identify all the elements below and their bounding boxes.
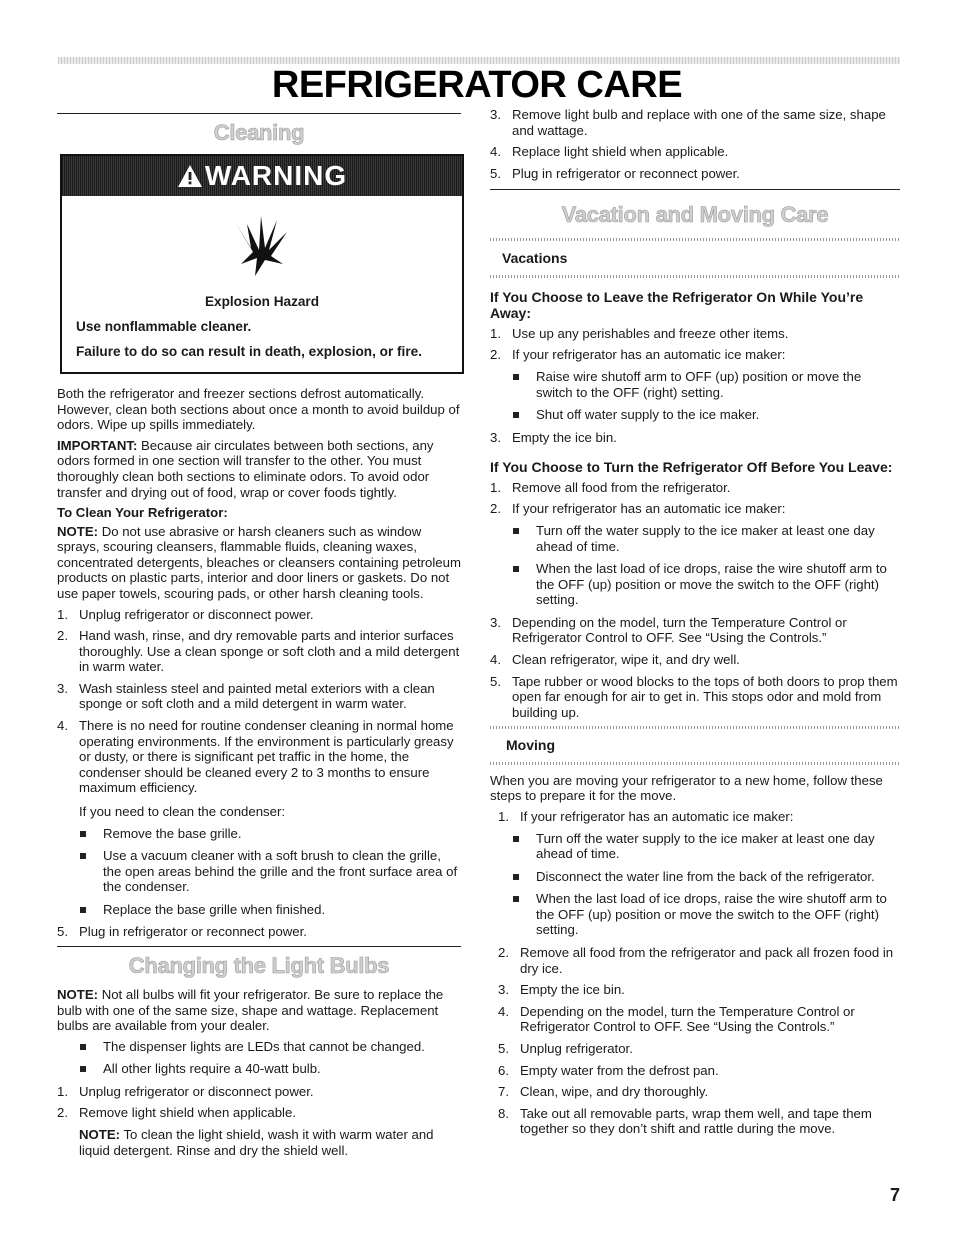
warning-hazard: Explosion Hazard bbox=[204, 293, 320, 309]
list-item bbox=[57, 718, 461, 819]
list-item: Use a vacuum cleaner with a soft brush to clean the grille, the open areas behind the grille and the front surface area of the condenser. bbox=[57, 848, 461, 895]
step-number: 2. bbox=[490, 347, 501, 363]
step-number: 4. bbox=[490, 652, 501, 667]
step-number: 7. bbox=[498, 1084, 509, 1100]
step-number: 2. bbox=[57, 628, 68, 644]
step-number: 3. bbox=[490, 614, 501, 630]
list-item bbox=[498, 1084, 900, 1100]
step-number: 1. bbox=[490, 325, 501, 341]
step-number: 5. bbox=[498, 1040, 509, 1056]
page-number: 7 bbox=[889, 1185, 900, 1205]
leave-on-heading: If You Choose to Leave the Refrigerator On While You’re Away: bbox=[490, 288, 864, 322]
step-text: Remove all food from the refrigerator and pack all frozen food in dry ice. bbox=[520, 945, 894, 976]
step-text: Clean refrigerator, wipe it, and dry well. bbox=[512, 652, 740, 667]
warning-triangle-icon bbox=[177, 164, 203, 188]
list-item bbox=[57, 607, 461, 623]
step-text: Unplug refrigerator or disconnect power. bbox=[79, 1083, 314, 1099]
list-item: Turn off the water supply to the ice maker at least one day ahead of time. bbox=[490, 523, 900, 554]
cleaning-steps-cont bbox=[57, 924, 461, 940]
moving-bullets bbox=[490, 831, 900, 938]
list-item bbox=[490, 480, 900, 496]
list-item bbox=[490, 652, 900, 668]
section-rule bbox=[490, 189, 900, 190]
list-item bbox=[57, 924, 461, 940]
step-number: 1. bbox=[57, 606, 68, 622]
right-column bbox=[490, 107, 900, 1143]
left-column bbox=[57, 113, 461, 1164]
list-item: When the last load of ice drops, raise the wire shutoff arm to the OFF (up) position or move the switch to the OFF (right) setting. bbox=[490, 891, 900, 938]
dotted-divider bbox=[490, 275, 900, 278]
condenser-bullets bbox=[57, 826, 461, 918]
list-item: Raise wire shutoff arm to OFF (up) position or move the switch to the OFF (right) setting. bbox=[490, 369, 900, 400]
list-item bbox=[57, 1105, 461, 1158]
step-number: 5. bbox=[490, 673, 501, 689]
list-item bbox=[498, 1041, 900, 1057]
list-item bbox=[498, 1004, 900, 1035]
condenser-intro: If you need to clean the condenser: bbox=[79, 803, 286, 819]
list-item bbox=[490, 615, 900, 646]
step-text: Replace light shield when applicable. bbox=[512, 144, 729, 160]
step-number: 2. bbox=[57, 1105, 68, 1121]
list-item: Remove the base grille. bbox=[57, 826, 461, 842]
cleaning-intro: Both the refrigerator and freezer sections defrost automatically. However, clean both sections about once a month to avoid buildup of odors. Wipe up spills immediately. bbox=[57, 386, 460, 433]
step-text: If your refrigerator has an automatic ice maker: bbox=[520, 808, 794, 824]
list-item: Turn off the water supply to the ice maker at least one day ahead of time. bbox=[490, 831, 900, 862]
leave-on-bullets bbox=[490, 369, 900, 423]
header-band bbox=[58, 57, 900, 64]
step-text: Hand wash, rinse, and dry removable parts and interior surfaces thoroughly. Use a clean sponge or soft cloth and a mild detergent in warm water. bbox=[79, 628, 460, 675]
step-text: Clean, wipe, and dry thoroughly. bbox=[520, 1084, 709, 1100]
step-number: 2. bbox=[490, 501, 501, 517]
warning-header bbox=[62, 156, 462, 196]
vacation-heading: Vacation and Moving Care bbox=[561, 202, 829, 228]
step-number: 8. bbox=[498, 1105, 509, 1121]
list-item bbox=[498, 1063, 900, 1079]
step-text: Empty the ice bin. bbox=[520, 982, 625, 998]
step-text: Plug in refrigerator or reconnect power. bbox=[79, 924, 307, 940]
warning-line-2: Failure to do so can result in death, explosion, or fire. bbox=[76, 344, 422, 360]
moving-label: Moving bbox=[506, 737, 555, 754]
leave-on-steps-cont bbox=[490, 430, 900, 446]
dotted-divider bbox=[490, 762, 900, 765]
turn-off-bullets bbox=[490, 523, 900, 608]
important-text: Because air circulates between both sections, any odors formed in one section will transfer to the other. You must thoroughly clean both sections to eliminate odors. To avoid odor transfer and drying out of food, wrap or cover foods tightly. bbox=[57, 437, 434, 500]
moving-intro: When you are moving your refrigerator to a new home, follow these steps to prepare it for the move. bbox=[490, 772, 883, 804]
step-text: There is no need for routine condenser cleaning in normal home operating environments. If the environment is particularly greasy or dusty, or there is significant pet traffic in the home, the condenser should be cleaned every 2 to 3 months to ensure maximum efficiency. bbox=[79, 718, 454, 796]
list-item bbox=[498, 945, 900, 976]
step-text: Take out all removable parts, wrap them well, and tape them together so they don’t shift and rattle during the move. bbox=[520, 1105, 872, 1137]
list-item bbox=[490, 430, 900, 446]
note-label: NOTE: bbox=[79, 1126, 121, 1142]
cleaning-note bbox=[57, 524, 461, 602]
explosion-icon bbox=[227, 212, 297, 282]
step-number: 5. bbox=[490, 165, 501, 181]
step-number: 3. bbox=[490, 107, 501, 122]
step-text: Empty the ice bin. bbox=[512, 429, 617, 445]
bulbs-steps-cont bbox=[490, 107, 900, 181]
list-item bbox=[490, 674, 900, 721]
page-title: REFRIGERATOR CARE bbox=[271, 64, 683, 106]
note-text: To clean the light shield, wash it with warm water and liquid detergent. Rinse and dry the shield well. bbox=[79, 1126, 434, 1158]
turn-off-steps-cont bbox=[490, 615, 900, 720]
clean-subhead: To Clean Your Refrigerator: bbox=[57, 505, 228, 521]
step-number: 1. bbox=[57, 1083, 68, 1099]
step-text: Use up any perishables and freeze other items. bbox=[512, 325, 789, 341]
list-item bbox=[490, 144, 900, 160]
step-number: 4. bbox=[490, 144, 501, 160]
note-label: NOTE: bbox=[57, 523, 99, 539]
step-text: Unplug refrigerator or disconnect power. bbox=[79, 606, 314, 622]
step-text: Remove light bulb and replace with one of the same size, shape and wattage. bbox=[512, 107, 886, 138]
warning-line-1: Use nonflammable cleaner. bbox=[76, 318, 252, 334]
list-item bbox=[490, 107, 900, 138]
warning-box bbox=[60, 154, 464, 374]
step-number: 1. bbox=[498, 808, 509, 824]
dotted-divider bbox=[490, 726, 900, 729]
note-text: Not all bulbs will fit your refrigerator. Be sure to replace the bulb with one of the same size, shape and wattage. Replacement bulbs are available from your dealer. bbox=[57, 986, 444, 1034]
turn-off-steps bbox=[490, 480, 900, 517]
note-text: Do not use abrasive or harsh cleaners such as window sprays, scouring cleansers, flammable fluids, cleaning waxes, concentrated detergents, bleaches or cleansers containing petroleum products on plastic parts, interior and door liners or gaskets. Do not use paper towels, scouring pads, or other harsh cleaning tools. bbox=[57, 523, 461, 601]
step-text: Depending on the model, turn the Temperature Control or Refrigerator Control to OFF. See “Using the Controls.” bbox=[520, 1003, 855, 1035]
list-item bbox=[57, 681, 461, 712]
step-text: Remove all food from the refrigerator. bbox=[512, 479, 731, 495]
step-number: 3. bbox=[490, 429, 501, 445]
vacations-label: Vacations bbox=[502, 250, 568, 267]
list-item: Replace the base grille when finished. bbox=[57, 902, 461, 918]
bulbs-steps bbox=[57, 1084, 461, 1158]
bulbs-heading: Changing the Light Bulbs bbox=[128, 952, 390, 978]
list-item bbox=[57, 628, 461, 675]
step-number: 2. bbox=[498, 945, 509, 961]
moving-steps-cont bbox=[490, 945, 900, 1137]
warning-body bbox=[62, 196, 462, 372]
turn-off-heading: If You Choose to Turn the Refrigerator Off Before You Leave: bbox=[490, 459, 893, 476]
list-item bbox=[490, 166, 900, 182]
step-number: 6. bbox=[498, 1062, 509, 1078]
list-item: The dispenser lights are LEDs that cannot be changed. bbox=[57, 1039, 461, 1055]
list-item: Shut off water supply to the ice maker. bbox=[490, 407, 900, 423]
list-item bbox=[498, 809, 900, 825]
step-text: If your refrigerator has an automatic ice maker: bbox=[512, 501, 786, 517]
step-number: 5. bbox=[57, 924, 68, 940]
section-rule bbox=[57, 946, 461, 947]
leave-on-steps bbox=[490, 326, 900, 363]
list-item: When the last load of ice drops, raise the wire shutoff arm to the OFF (up) position or move the switch to the OFF (right) setting. bbox=[490, 561, 900, 608]
list-item bbox=[490, 347, 900, 363]
moving-steps bbox=[490, 809, 900, 825]
step-number: 3. bbox=[498, 982, 509, 998]
step-text: Plug in refrigerator or reconnect power. bbox=[512, 165, 740, 181]
step-text: Empty water from the defrost pan. bbox=[520, 1062, 719, 1078]
step-text: Tape rubber or wood blocks to the tops of both doors to prop them open far enough for air to get in. This stops odor and mold from building up. bbox=[512, 673, 898, 720]
list-item: Disconnect the water line from the back of the refrigerator. bbox=[490, 869, 900, 885]
list-item bbox=[490, 501, 900, 517]
step-text: If your refrigerator has an automatic ice maker: bbox=[512, 347, 786, 363]
list-item: All other lights require a 40-watt bulb. bbox=[57, 1061, 461, 1077]
section-rule bbox=[57, 113, 461, 114]
list-item bbox=[57, 1084, 461, 1100]
step-number: 4. bbox=[57, 718, 68, 734]
dotted-divider bbox=[490, 238, 900, 241]
step-number: 4. bbox=[498, 1003, 509, 1019]
list-item bbox=[498, 1106, 900, 1137]
warning-label: WARNING bbox=[204, 159, 348, 191]
step-text: Depending on the model, turn the Temperature Control or Refrigerator Control to OFF. See “Using the Controls.” bbox=[512, 614, 847, 646]
step-text: Wash stainless steel and painted metal exteriors with a clean sponge or soft cloth and a mild detergent in warm water. bbox=[79, 680, 435, 712]
bulbs-note bbox=[57, 987, 461, 1034]
step-number: 3. bbox=[57, 680, 68, 696]
bulb-step-note bbox=[79, 1127, 461, 1158]
cleaning-steps bbox=[57, 607, 461, 820]
list-item bbox=[498, 982, 900, 998]
cleaning-heading: Cleaning bbox=[213, 120, 305, 145]
list-item bbox=[490, 326, 900, 342]
important-label: IMPORTANT: bbox=[57, 437, 138, 453]
step-number: 1. bbox=[490, 479, 501, 495]
bulbs-bullets bbox=[57, 1039, 461, 1077]
step-text: Unplug refrigerator. bbox=[520, 1040, 633, 1056]
note-label: NOTE: bbox=[57, 986, 99, 1002]
important-paragraph bbox=[57, 438, 461, 500]
step-text: Remove light shield when applicable. bbox=[79, 1105, 296, 1121]
